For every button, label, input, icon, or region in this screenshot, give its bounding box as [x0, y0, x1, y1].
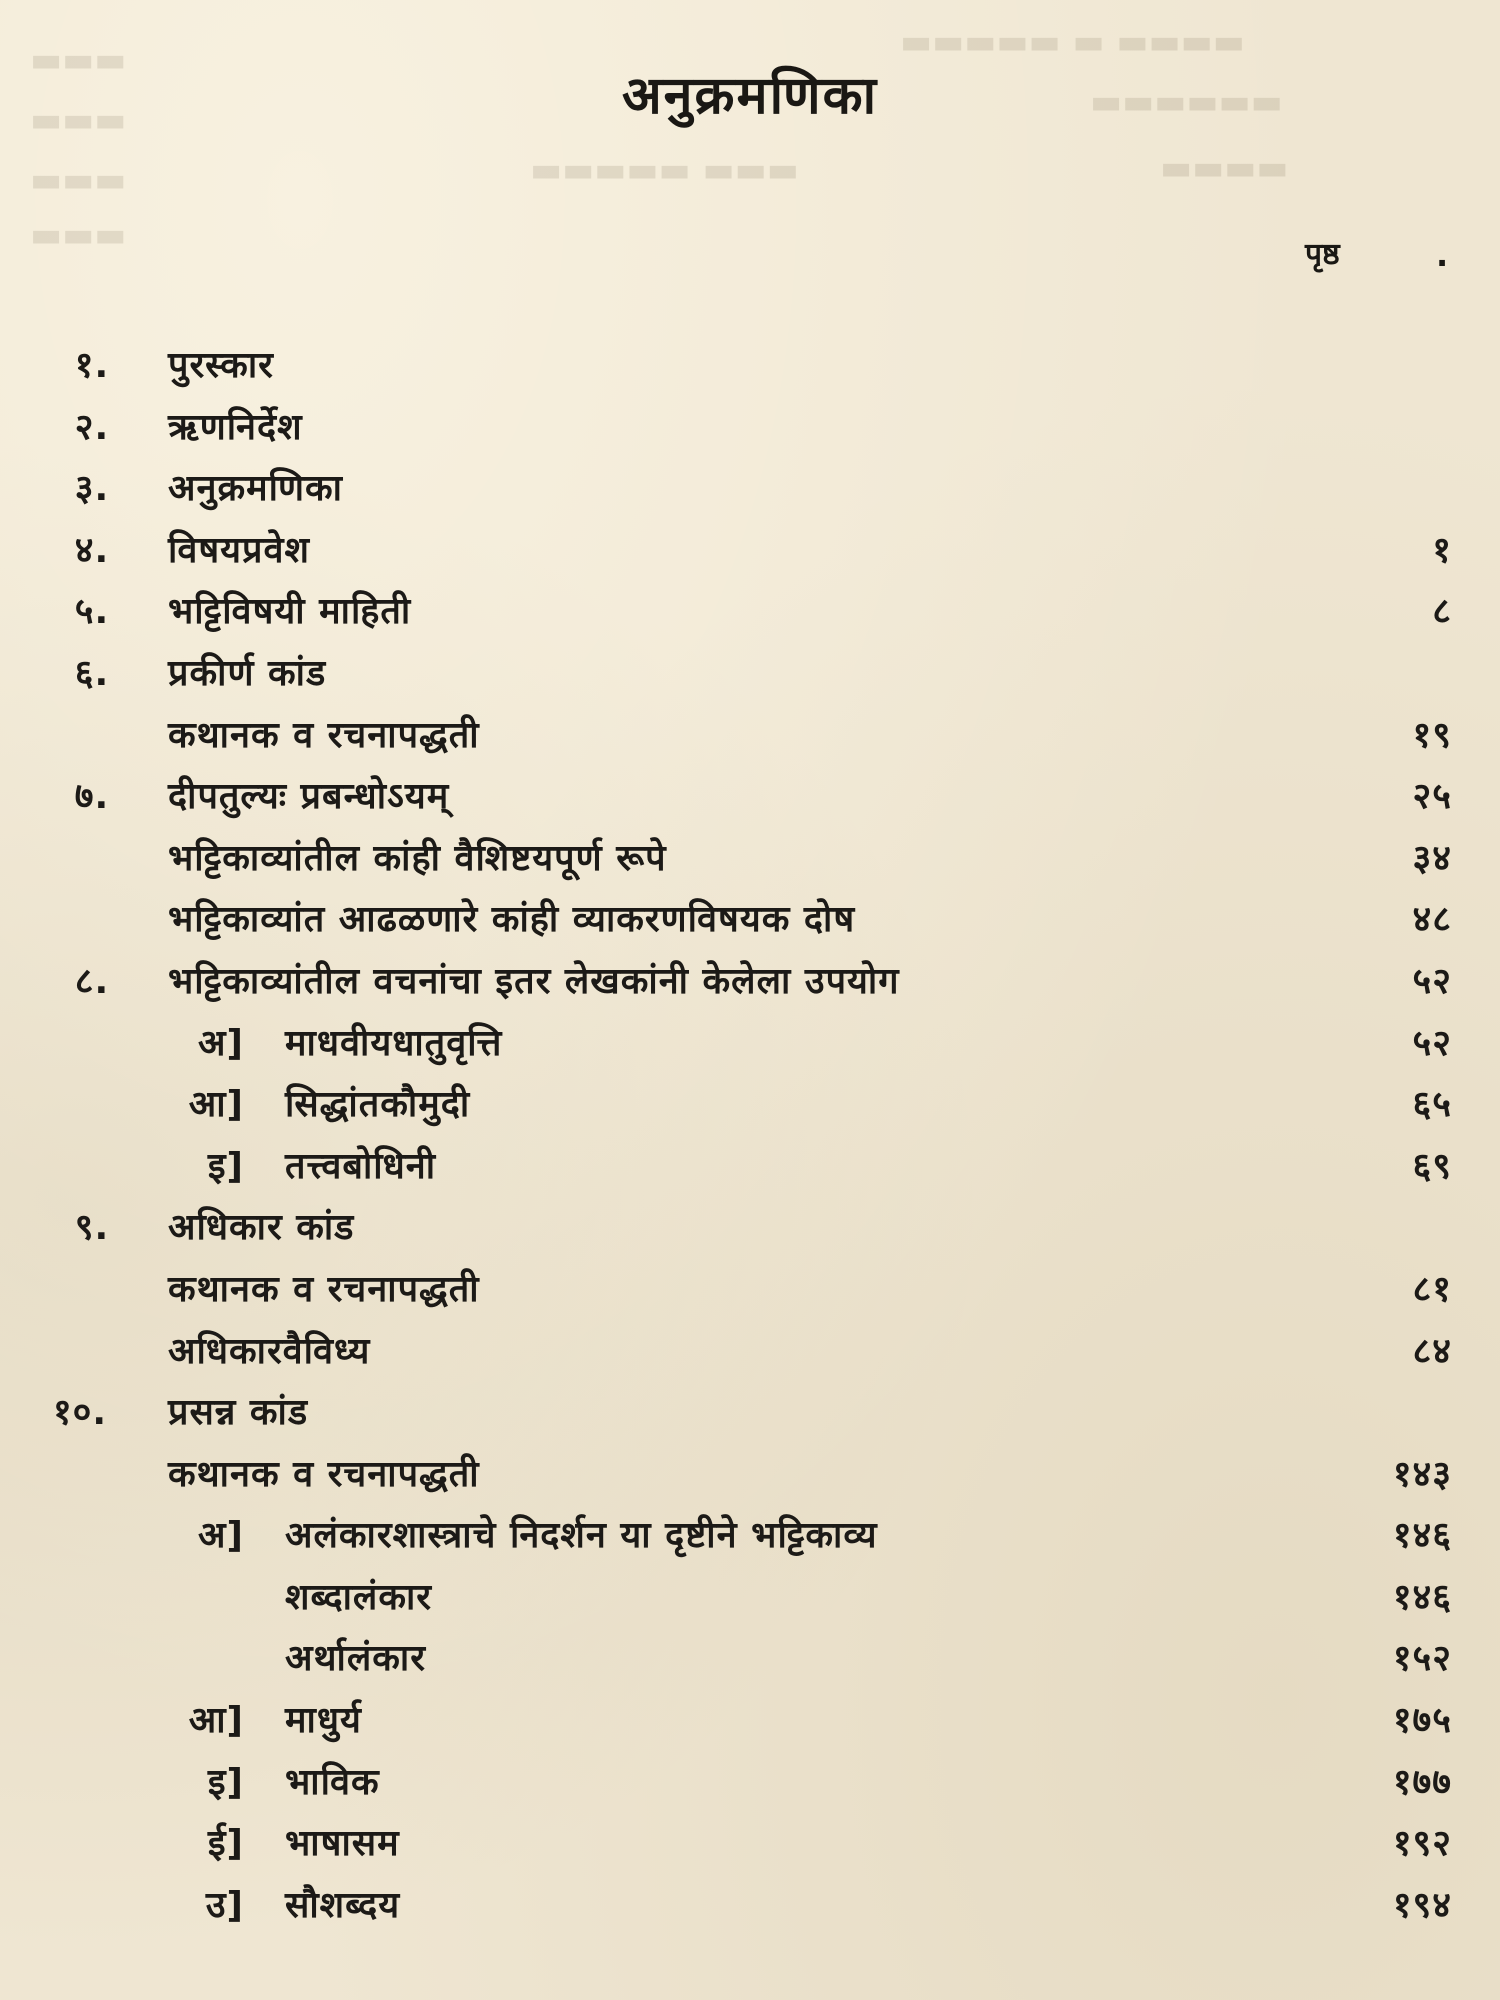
toc-subentry [0, 1567, 1500, 1629]
toc-subentry [0, 1074, 1500, 1136]
entry-title: भट्टिविषयी माहिती [168, 591, 412, 633]
entry-page: १५२ [1392, 1638, 1452, 1680]
bleed-through-mark: ▬▬▬▬▬ ▬▬▬ [530, 150, 799, 190]
entry-marker: इ] [207, 1145, 244, 1187]
entry-title: भट्टिकाव्यांत आढळणारे कांही व्याकरणविषयक दोष [168, 899, 856, 941]
entry-marker: इ] [207, 1761, 244, 1803]
entry-page: ५२ [1412, 960, 1452, 1002]
entry-page: १४६ [1392, 1576, 1452, 1618]
toc-subentry [0, 1875, 1500, 1937]
entry-title: भाविक [285, 1761, 380, 1803]
entry-marker: ई] [207, 1823, 244, 1865]
bleed-through-mark: ▬▬▬▬ [1160, 148, 1289, 188]
entry-marker: अ] [198, 1515, 244, 1557]
entry-title: माधुर्य [285, 1700, 362, 1742]
entry-page: १४६ [1392, 1515, 1452, 1557]
entry-title: अधिकारवैविध्य [168, 1330, 371, 1372]
toc-subentry [0, 1628, 1500, 1690]
toc-entry [0, 951, 1500, 1013]
entry-title: माधवीयधातुवृत्ति [285, 1022, 503, 1064]
bleed-through-mark: ▬▬▬ [30, 160, 127, 200]
toc-entry [0, 1382, 1500, 1444]
entry-title: दीपतुल्यः प्रबन्धोऽयम् [168, 776, 450, 818]
bleed-through-mark: ▬▬▬ [30, 100, 127, 140]
toc-subentry [0, 705, 1500, 767]
entry-number: ६. [74, 652, 110, 694]
page-title: अनुक्रमणिका [621, 65, 879, 126]
entry-title: ऋणनिर्देश [168, 406, 303, 448]
table-of-contents [0, 335, 1500, 1936]
entry-page: १९ [1412, 714, 1452, 756]
toc-subentry [0, 1505, 1500, 1567]
entry-page: ५२ [1412, 1022, 1452, 1064]
bleed-through-mark: ▬▬▬▬▬ ▬ ▬▬▬▬ [900, 22, 1245, 62]
toc-subentry [0, 1813, 1500, 1875]
entry-title: शब्दालंकार [285, 1576, 433, 1618]
entry-page: १७५ [1392, 1700, 1452, 1742]
toc-subentry [0, 1013, 1500, 1075]
entry-page: ८१ [1412, 1268, 1452, 1310]
toc-subentry [0, 889, 1500, 951]
toc-subentry [0, 1259, 1500, 1321]
entry-title: विषयप्रवेश [168, 529, 311, 571]
toc-entry [0, 643, 1500, 705]
page-column-dot: . [1436, 236, 1449, 274]
toc-subentry [0, 1444, 1500, 1506]
entry-page: ४८ [1412, 899, 1452, 941]
entry-number: ७. [74, 776, 110, 818]
entry-title: अधिकार कांड [168, 1207, 355, 1249]
entry-title: भट्टिकाव्यांतील वचनांचा इतर लेखकांनी केलेला उपयोग [168, 960, 900, 1002]
entry-marker: आ] [188, 1084, 244, 1126]
toc-entry [0, 581, 1500, 643]
entry-title: सौशब्दय [285, 1884, 401, 1926]
entry-title: पुरस्कार [168, 345, 274, 386]
toc-entry [0, 766, 1500, 828]
entry-marker: उ] [205, 1884, 244, 1926]
entry-page: ३४ [1412, 837, 1452, 879]
entry-number: ३. [74, 468, 110, 510]
entry-number: २. [74, 406, 110, 448]
entry-page: १४३ [1392, 1453, 1452, 1495]
bleed-through-mark: ▬▬▬ [30, 215, 127, 255]
toc-subentry [0, 1136, 1500, 1198]
entry-number: १०. [52, 1392, 108, 1434]
entry-page: ६९ [1412, 1145, 1452, 1187]
entry-marker: अ] [198, 1022, 244, 1064]
toc-subentry [0, 1752, 1500, 1814]
page-column-label: पृष्ठ [1305, 237, 1340, 272]
entry-title: भाषासम [285, 1823, 400, 1865]
entry-title: अलंकारशास्त्राचे निदर्शन या दृष्टीने भट्टिकाव्य [285, 1515, 878, 1557]
entry-page: १९२ [1392, 1823, 1452, 1865]
entry-title: भट्टिकाव्यांतील कांही वैशिष्टयपूर्ण रूपे [168, 837, 667, 879]
entry-page: १९४ [1392, 1884, 1452, 1926]
bleed-through-mark: ▬▬▬▬▬▬ [1090, 82, 1283, 122]
entry-title: कथानक व रचनापद्धती [168, 714, 480, 756]
entry-page: ६५ [1412, 1084, 1452, 1126]
entry-number: ८. [74, 960, 110, 1002]
toc-entry [0, 1197, 1500, 1259]
entry-page: १७७ [1392, 1761, 1452, 1803]
entry-number: ५. [74, 591, 110, 633]
entry-page: १ [1432, 529, 1452, 571]
entry-title: कथानक व रचनापद्धती [168, 1268, 480, 1310]
entry-page: ८ [1432, 591, 1452, 633]
entry-number: ९. [74, 1207, 110, 1249]
entry-title: कथानक व रचनापद्धती [168, 1453, 480, 1495]
entry-title: तत्त्वबोधिनी [285, 1145, 437, 1187]
toc-subentry [0, 1321, 1500, 1383]
entry-number: ४. [74, 529, 110, 571]
toc-entry [0, 335, 1500, 397]
toc-subentry [0, 1690, 1500, 1752]
toc-entry [0, 458, 1500, 520]
entry-title: प्रसन्न कांड [168, 1392, 309, 1434]
entry-number: १. [74, 345, 110, 386]
entry-title: अनुक्रमणिका [168, 468, 343, 510]
entry-marker: आ] [188, 1700, 244, 1742]
toc-entry [0, 397, 1500, 459]
entry-title: अर्थालंकार [285, 1638, 426, 1680]
toc-entry [0, 520, 1500, 582]
entry-page: २५ [1412, 776, 1452, 818]
entry-title: प्रकीर्ण कांड [168, 652, 327, 694]
entry-title: सिद्धांतकौमुदी [285, 1084, 471, 1126]
toc-subentry [0, 828, 1500, 890]
bleed-through-mark: ▬▬▬ [30, 40, 127, 80]
entry-page: ८४ [1412, 1330, 1452, 1372]
